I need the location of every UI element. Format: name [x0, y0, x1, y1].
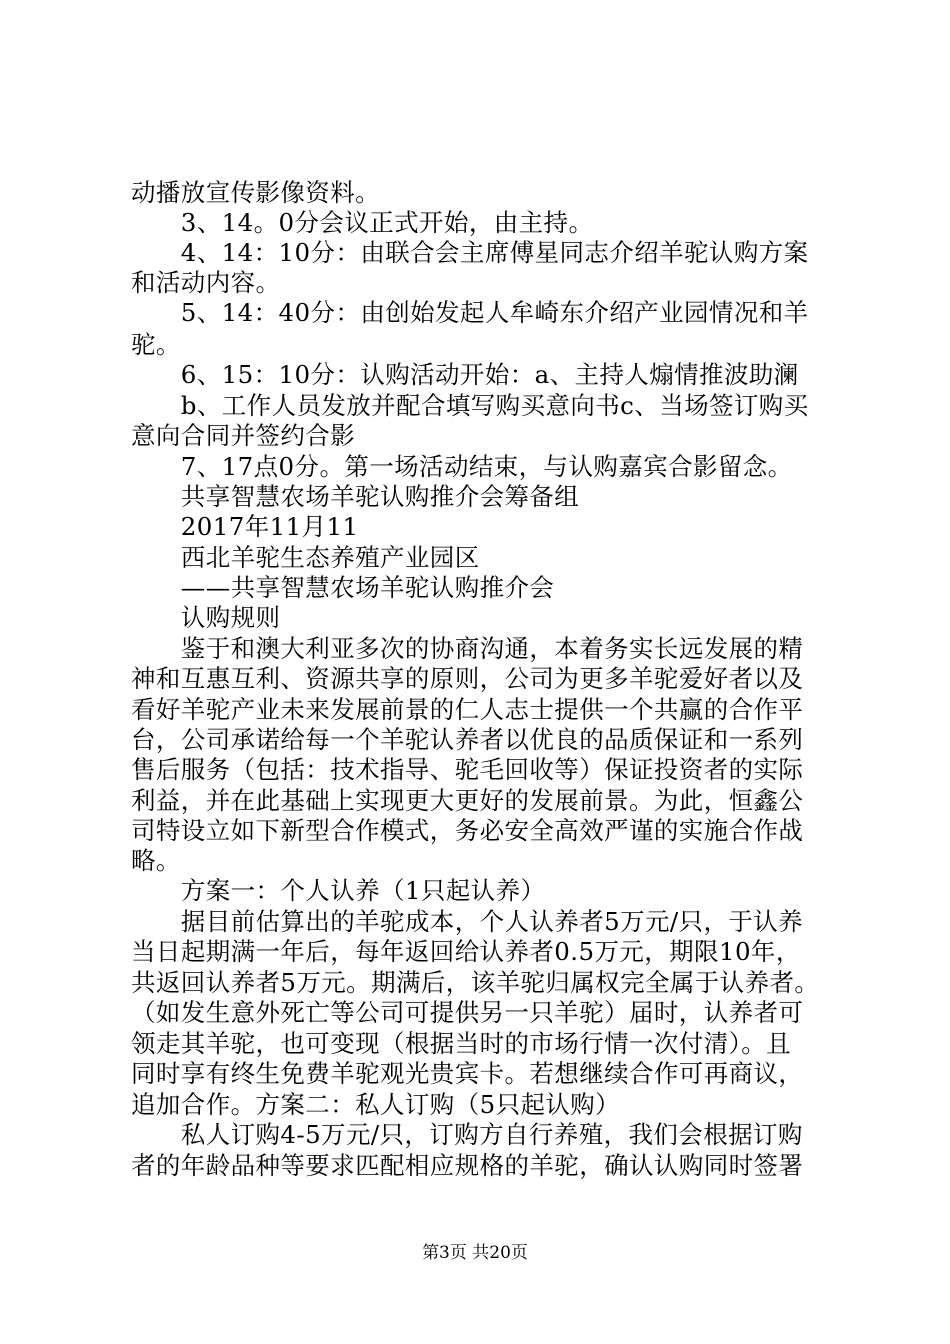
- text-line: 领走其羊驼，也可变现（根据当时的市场行情一次付清）。且: [131, 1029, 792, 1058]
- text-line: 驼。: [131, 330, 181, 359]
- text-line: 据目前估算出的羊驼成本，个人认养者5万元/只，于认养: [131, 907, 804, 936]
- text-line: 西北羊驼生态养殖产业园区: [131, 543, 480, 572]
- text-line: 7、17点0分。第一场活动结束，与认购嘉宾合影留念。: [131, 452, 793, 481]
- text-line: 当日起期满一年后，每年返回给认养者0.5万元，期限10年，: [131, 937, 801, 966]
- text-line: 售后服务（包括：技术指导、驼毛回收等）保证投资者的实际: [131, 755, 804, 784]
- text-line: b、工作人员发放并配合填写购买意向书c、当场签订购买: [131, 391, 809, 420]
- text-line: 台，公司承诺给每一个羊驼认养者以优良的品质保证和一系列: [131, 725, 804, 754]
- text-line: 鉴于和澳大利亚多次的协商沟通，本着务实长远发展的精: [131, 634, 804, 663]
- text-line: ——共享智慧农场羊驼认购推介会: [131, 573, 555, 602]
- text-line: 3、14。0分会议正式开始，由主持。: [131, 208, 594, 237]
- text-line: 意向合同并签约合影: [131, 421, 356, 450]
- text-line: 追加合作。方案二：私人订购（5只起认购）: [131, 1090, 621, 1119]
- text-line: 方案一：个人认养（1只起认养）: [131, 876, 546, 905]
- text-line: 动播放宣传影像资料。: [131, 178, 380, 207]
- text-line: 略。: [131, 846, 181, 875]
- text-line: 共返回认养者5万元。期满后，该羊驼归属权完全属于认养者。: [131, 968, 820, 997]
- text-line: 司特设立如下新型合作模式，务必安全高效严谨的实施合作战: [131, 816, 804, 845]
- text-line: 共享智慧农场羊驼认购推介会筹备组: [131, 482, 580, 511]
- text-line: 2017年11月11: [131, 512, 359, 541]
- text-line: 私人订购4-5万元/只，订购方自行养殖，我们会根据订购: [131, 1120, 803, 1149]
- page-number-footer: 第3页 共20页: [422, 1243, 528, 1263]
- text-line: 利益，并在此基础上实现更大更好的发展前景。为此，恒鑫公: [131, 786, 804, 815]
- text-line: 看好羊驼产业未来发展前景的仁人志士提供一个共赢的合作平: [131, 695, 804, 724]
- text-line: 4、14：10分：由联合会主席傅星同志介绍羊驼认购方案: [131, 238, 809, 267]
- text-line: 认购规则: [131, 603, 281, 632]
- text-line: 5、14：40分：由创始发起人牟崎东介绍产业园情况和羊: [131, 298, 809, 327]
- text-line: 和活动内容。: [131, 268, 281, 297]
- text-line: 6、15：10分：认购活动开始：a、主持人煽情推波助澜: [131, 360, 799, 389]
- text-line: 神和互惠互利、资源共享的原则，公司为更多羊驼爱好者以及: [131, 664, 804, 693]
- text-line: 者的年龄品种等要求匹配相应规格的羊驼，确认认购同时签署: [131, 1151, 804, 1180]
- text-line: 同时享有终生免费羊驼观光贵宾卡。若想继续合作可再商议，: [131, 1059, 804, 1088]
- text-line: （如发生意外死亡等公司可提供另一只羊驼）届时，认养者可: [131, 998, 804, 1027]
